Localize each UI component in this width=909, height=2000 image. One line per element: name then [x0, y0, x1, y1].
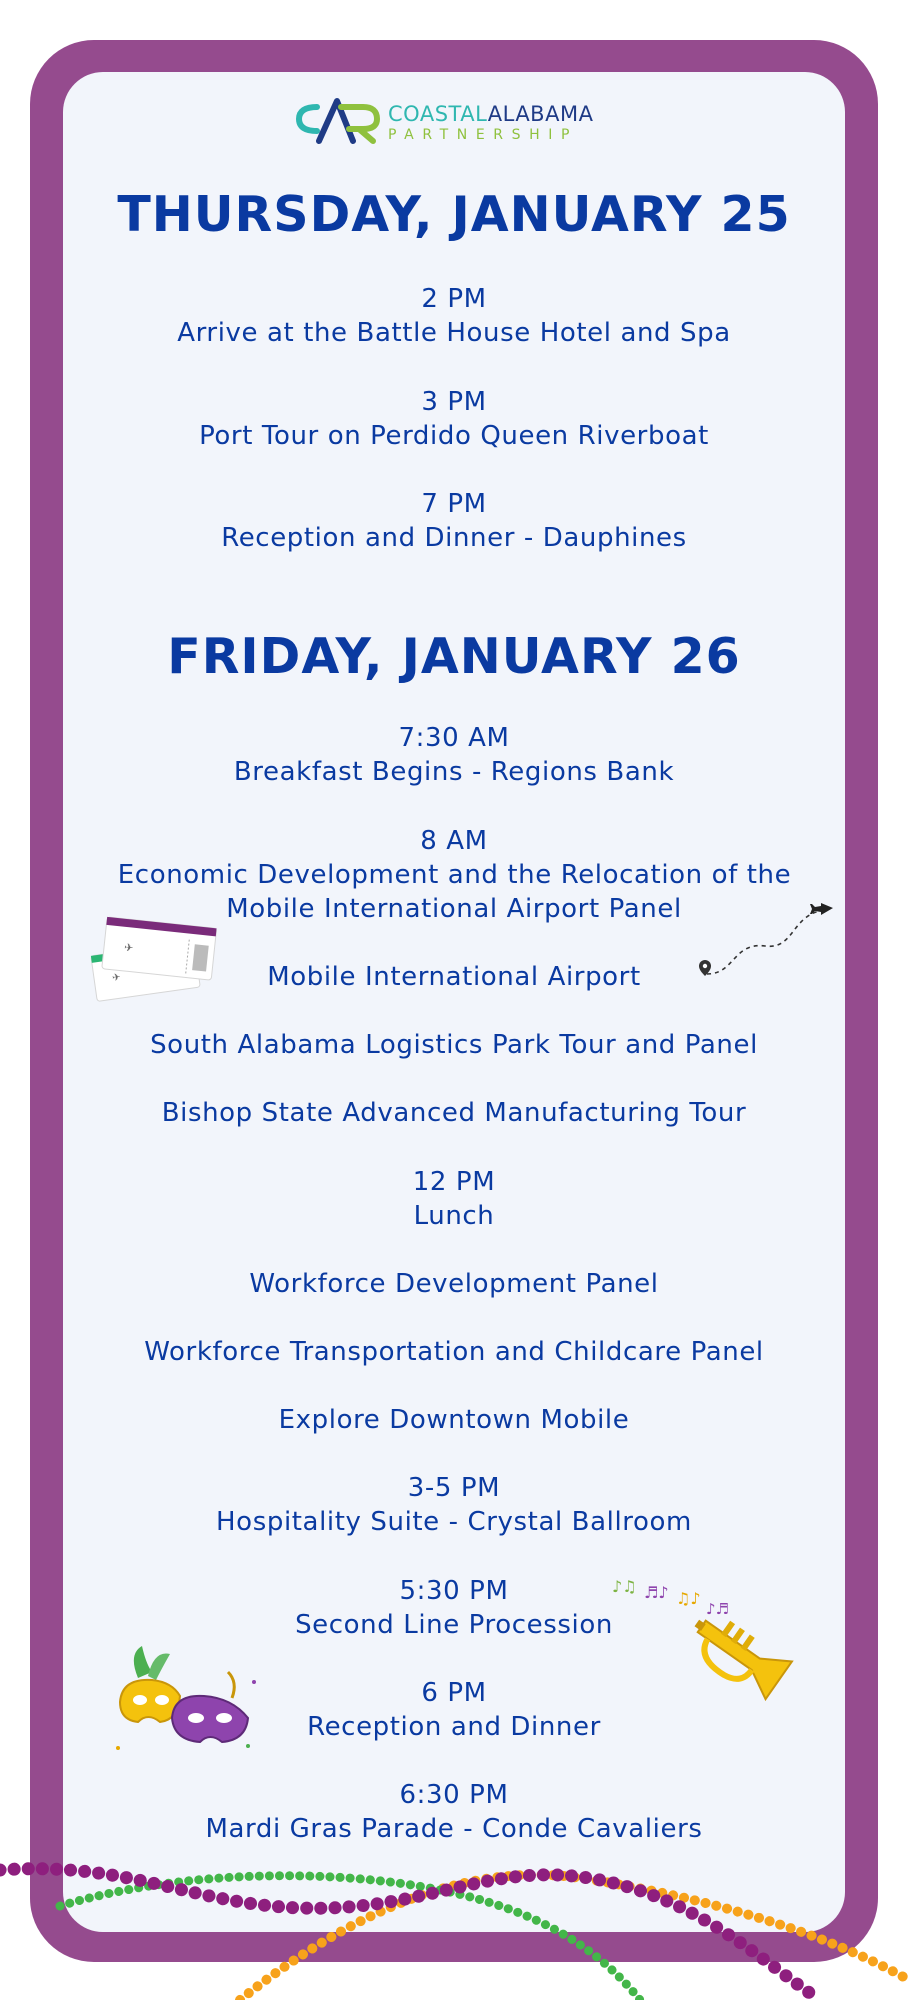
event-title: Hospitality Suite - Crystal Ballroom [216, 1507, 692, 1537]
event-time: 7 PM [421, 489, 487, 519]
event-title: Workforce Development Panel [249, 1269, 659, 1299]
event-title: Mardi Gras Parade - Conde Cavaliers [205, 1814, 703, 1844]
event-time: 5:30 PM [399, 1576, 509, 1606]
svg-text:✈: ✈ [111, 972, 122, 985]
event-title: Reception and Dinner - Dauphines [221, 523, 687, 553]
event-title: Mobile International Airport [267, 962, 641, 992]
event-time: 6 PM [421, 1678, 487, 1708]
svg-text:✈: ✈ [123, 940, 134, 955]
logo-brand-subtitle: PARTNERSHIP [388, 127, 579, 143]
event-time: 7:30 AM [398, 723, 510, 753]
event-time: 8 AM [420, 826, 488, 856]
event-title: Arrive at the Battle House Hotel and Spa [177, 318, 731, 348]
friday-heading: FRIDAY, JANUARY 26 [167, 628, 741, 685]
event-time: 2 PM [421, 284, 487, 314]
event-title: Breakfast Begins - Regions Bank [233, 757, 675, 787]
event-title: Second Line Procession [295, 1610, 613, 1640]
event-title: Workforce Transportation and Childcare Panel [144, 1337, 764, 1367]
svg-text:♪♫: ♪♫ [612, 1577, 637, 1596]
event-time: 3-5 PM [407, 1473, 501, 1503]
event-title: Reception and Dinner [307, 1712, 601, 1742]
event-title: Economic Development and the Relocation of the [117, 860, 792, 890]
event-title: Explore Downtown Mobile [278, 1405, 630, 1435]
event-title: South Alabama Logistics Park Tour and Panel [150, 1030, 758, 1060]
svg-text:♪♬: ♪♬ [706, 1600, 730, 1618]
svg-text:♫♪: ♫♪ [676, 1589, 701, 1608]
event-title: Mobile International Airport Panel [226, 894, 682, 924]
logo-brand-name: COASTALALABAMA [388, 102, 594, 126]
event-title: Lunch [413, 1201, 495, 1231]
event-time: 3 PM [421, 387, 487, 417]
event-title: Port Tour on Perdido Queen Riverboat [199, 421, 709, 451]
thursday-heading: THURSDAY, JANUARY 25 [117, 186, 791, 243]
event-time: 12 PM [412, 1167, 496, 1197]
event-time: 6:30 PM [399, 1780, 509, 1810]
event-title: Bishop State Advanced Manufacturing Tour [161, 1098, 747, 1128]
svg-text:♬♪: ♬♪ [644, 1583, 669, 1602]
